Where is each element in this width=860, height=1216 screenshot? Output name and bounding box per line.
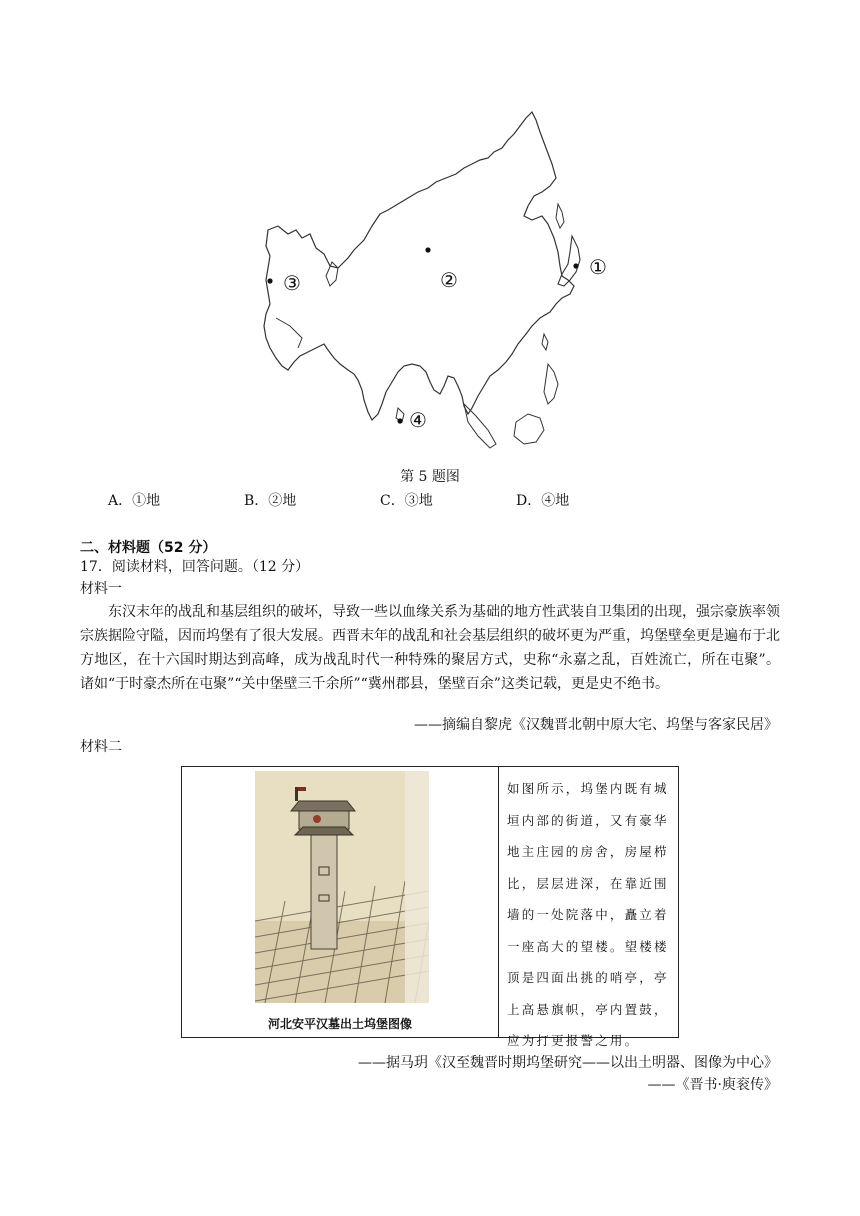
asia-coastline [264,112,574,420]
map-marker-label-3: ③ [283,271,301,295]
material-2-source-2: ——《晋书·庾衮传》 [647,1077,778,1093]
question-17: 17．阅读材料，回答问题。（12 分） [80,559,310,575]
marker-dot-3 [267,278,272,283]
sakhalin-island [556,204,564,228]
option-c: C．③地 [380,493,433,509]
marker-dot-4 [397,418,402,423]
marker-dot-2 [425,247,430,252]
sumatra-island [464,404,496,448]
option-a: A．①地 [108,493,161,509]
section-title: 二、材料题（52 分） [80,540,217,556]
material-2-figure-box [181,766,679,1048]
marker-dot-1 [573,263,578,268]
map-marker-label-2: ② [440,268,458,292]
philippines-islands [544,364,558,404]
caspian-sea [326,262,338,286]
map-caption: 第 5 题图 [400,469,460,485]
material-1-label: 材料一 [80,581,122,597]
option-b: B．②地 [244,493,297,509]
material-1-text: 东汉末年的战乱和基层组织的破坏，导致一些以血缘关系为基础的地方性武装自卫集团的出现，强宗豪族率领宗族据险守隘，因而坞堡有了很大发展。西晋末年的战乱和社会基层组织的破坏更为严重，坞堡壁垒更是遍布于北方地区，在十六国时期达到高峰，成为战乱时代一种特殊的聚居方式，史称“永嘉之乱，百姓流亡，所在屯聚”。诸如“于时豪杰所在屯聚”“关中堡壁三千余所”“冀州郡县，堡壁百余”这类记载，更是史不绝书。 [80,604,780,692]
material-2-label: 材料二 [80,739,122,755]
borneo-island [514,414,544,444]
wubao-illustration [255,771,429,1003]
asia-map [258,108,620,460]
answer-options [108,490,636,510]
material-1-source: ——摘编自黎虎《汉魏晋北朝中原大宅、坞堡与客家民居》 [414,717,778,733]
image-description: 如图所示，坞堡内既有城垣内部的街道，又有豪华地主庄园的房舍，房屋栉比，层层进深，在靠近围墙的一处院落中，矗立着一座高大的望楼。望楼楼顶是四面出挑的哨亭，亭上高悬旗帜，亭内置鼓，应为打更报警之用。 [507,781,669,1048]
map-marker-label-1: ① [589,255,607,279]
image-caption: 河北安平汉墓出土坞堡图像 [267,1017,412,1031]
arabia-inner [276,318,302,348]
asia-outline-map [258,108,620,460]
japan-island [558,236,580,286]
option-d: D．④地 [516,493,570,509]
taiwan-island [542,334,548,350]
material-2-source: ——据马玥《汉至魏晋时期坞堡研究——以出土明器、图像为中心》 [358,1055,778,1071]
wubao-image [255,771,429,1003]
map-marker-label-4: ④ [409,408,427,432]
box-divider [498,767,499,1037]
